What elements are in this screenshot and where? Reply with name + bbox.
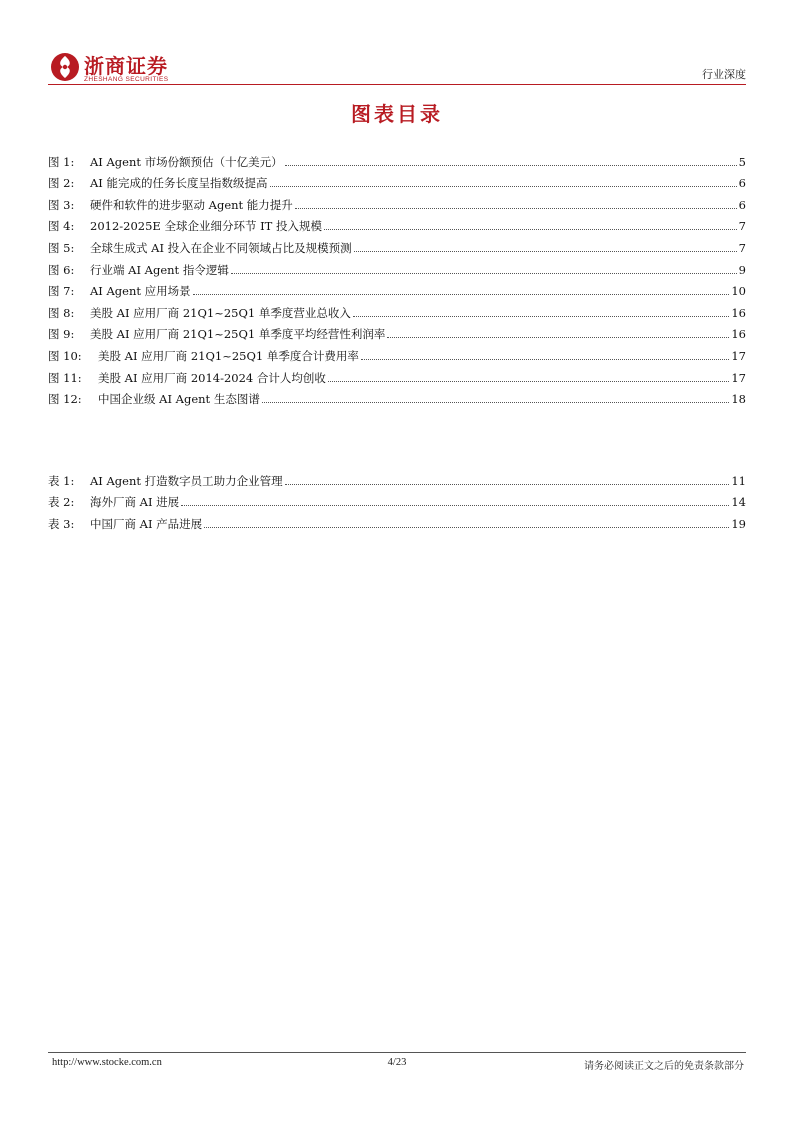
dot-leader	[285, 484, 730, 485]
footer-page-number: 4/23	[387, 1057, 407, 1068]
figure-title[interactable]: 硬件和软件的进步驱动 Agent 能力提升	[90, 197, 293, 212]
figure-title[interactable]: 美股 AI 应用厂商 21Q1~25Q1 单季度营业总收入	[90, 305, 351, 320]
dot-leader	[353, 316, 729, 317]
figure-list	[48, 148, 746, 407]
logo-mark-icon	[50, 52, 80, 82]
dot-leader	[354, 251, 737, 252]
figure-entry[interactable]	[48, 213, 746, 235]
figure-title[interactable]: 行业端 AI Agent 指令逻辑	[90, 262, 229, 277]
figure-entry[interactable]	[48, 386, 746, 408]
footer-disclaimer: 请务必阅读正文之后的免责条款部分	[584, 1061, 744, 1072]
figure-title[interactable]: 美股 AI 应用厂商 21Q1~25Q1 单季度合计费用率	[98, 348, 359, 363]
dot-leader	[181, 505, 729, 506]
dot-leader	[231, 273, 737, 274]
figure-label: 图 5:	[48, 240, 75, 255]
dot-leader	[324, 229, 737, 230]
table-page[interactable]: 19	[731, 516, 746, 531]
table-entry[interactable]	[48, 510, 746, 532]
figure-page[interactable]: 17	[731, 370, 746, 385]
brand-name: 浙商证券	[84, 54, 168, 78]
figure-label: 图 11:	[48, 370, 82, 385]
figure-entry[interactable]	[48, 191, 746, 213]
dot-leader	[361, 359, 729, 360]
figure-label: 图 8:	[48, 305, 75, 320]
figure-label: 图 4:	[48, 219, 75, 234]
table-list	[48, 467, 746, 532]
report-type-label: 行业深度	[702, 68, 746, 81]
dot-leader	[285, 165, 737, 166]
table-page[interactable]: 11	[731, 473, 746, 488]
figure-entry[interactable]	[48, 278, 746, 300]
dot-leader	[328, 381, 729, 382]
dot-leader	[387, 337, 729, 338]
figure-entry[interactable]	[48, 234, 746, 256]
table-label: 表 1:	[48, 473, 75, 488]
dot-leader	[270, 186, 737, 187]
figure-title[interactable]: 全球生成式 AI 投入在企业不同领域占比及规模预测	[90, 240, 352, 255]
page-header	[48, 48, 746, 88]
figure-label: 图 9:	[48, 327, 75, 342]
figure-label: 图 7:	[48, 284, 75, 299]
figure-page[interactable]: 17	[731, 348, 746, 363]
figure-entry[interactable]	[48, 299, 746, 321]
figure-title[interactable]: 美股 AI 应用厂商 2014-2024 合计人均创收	[98, 370, 326, 385]
figure-page[interactable]: 9	[738, 262, 746, 277]
figure-page[interactable]: 7	[738, 219, 746, 234]
table-title[interactable]: 中国厂商 AI 产品进展	[90, 516, 203, 531]
figure-page[interactable]: 18	[731, 392, 746, 407]
figure-page[interactable]: 6	[738, 197, 746, 212]
figure-title[interactable]: 2012-2025E 全球企业细分环节 IT 投入规模	[90, 219, 322, 234]
table-entry[interactable]	[48, 467, 746, 489]
figure-label: 图 6:	[48, 262, 75, 277]
figure-entry[interactable]	[48, 342, 746, 364]
figure-entry[interactable]	[48, 256, 746, 278]
figure-entry[interactable]	[48, 321, 746, 343]
table-title[interactable]: AI Agent 打造数字员工助力企业管理	[90, 473, 283, 488]
figure-title[interactable]: 美股 AI 应用厂商 21Q1~25Q1 单季度平均经营性利润率	[90, 327, 386, 342]
dot-leader	[204, 527, 729, 528]
figure-page[interactable]: 16	[731, 305, 746, 320]
figure-page[interactable]: 10	[731, 284, 746, 299]
header-divider	[48, 84, 746, 85]
figure-title[interactable]: AI 能完成的任务长度呈指数级提高	[90, 176, 268, 191]
table-label: 表 2:	[48, 495, 75, 510]
figure-label: 图 12:	[48, 392, 82, 407]
figure-title[interactable]: AI Agent 市场份额预估（十亿美元）	[90, 154, 283, 169]
figure-label: 图 1:	[48, 154, 75, 169]
dot-leader	[193, 294, 730, 295]
table-page[interactable]: 14	[731, 495, 746, 510]
figure-label: 图 3:	[48, 197, 75, 212]
figure-page[interactable]: 7	[738, 240, 746, 255]
table-title[interactable]: 海外厂商 AI 进展	[90, 495, 180, 510]
figure-label: 图 2:	[48, 176, 75, 191]
figure-entry[interactable]	[48, 170, 746, 192]
figure-entry[interactable]	[48, 364, 746, 386]
table-entry[interactable]	[48, 489, 746, 511]
dot-leader	[295, 208, 737, 209]
figure-title[interactable]: AI Agent 应用场景	[90, 284, 191, 299]
dot-leader	[262, 402, 730, 403]
figure-entry[interactable]	[48, 148, 746, 170]
figure-label: 图 10:	[48, 348, 82, 363]
figure-title[interactable]: 中国企业级 AI Agent 生态图谱	[98, 392, 260, 407]
footer-url-link[interactable]: http://www.stocke.com.cn	[52, 1057, 162, 1068]
figure-page[interactable]: 6	[738, 176, 746, 191]
brand-subtitle: ZHESHANG SECURITIES	[84, 76, 169, 83]
table-label: 表 3:	[48, 516, 75, 531]
footer-divider	[48, 1052, 746, 1053]
figure-page[interactable]: 5	[738, 154, 746, 169]
company-logo	[48, 48, 198, 88]
toc-title: 图表目录	[351, 102, 443, 126]
figure-page[interactable]: 16	[731, 327, 746, 342]
